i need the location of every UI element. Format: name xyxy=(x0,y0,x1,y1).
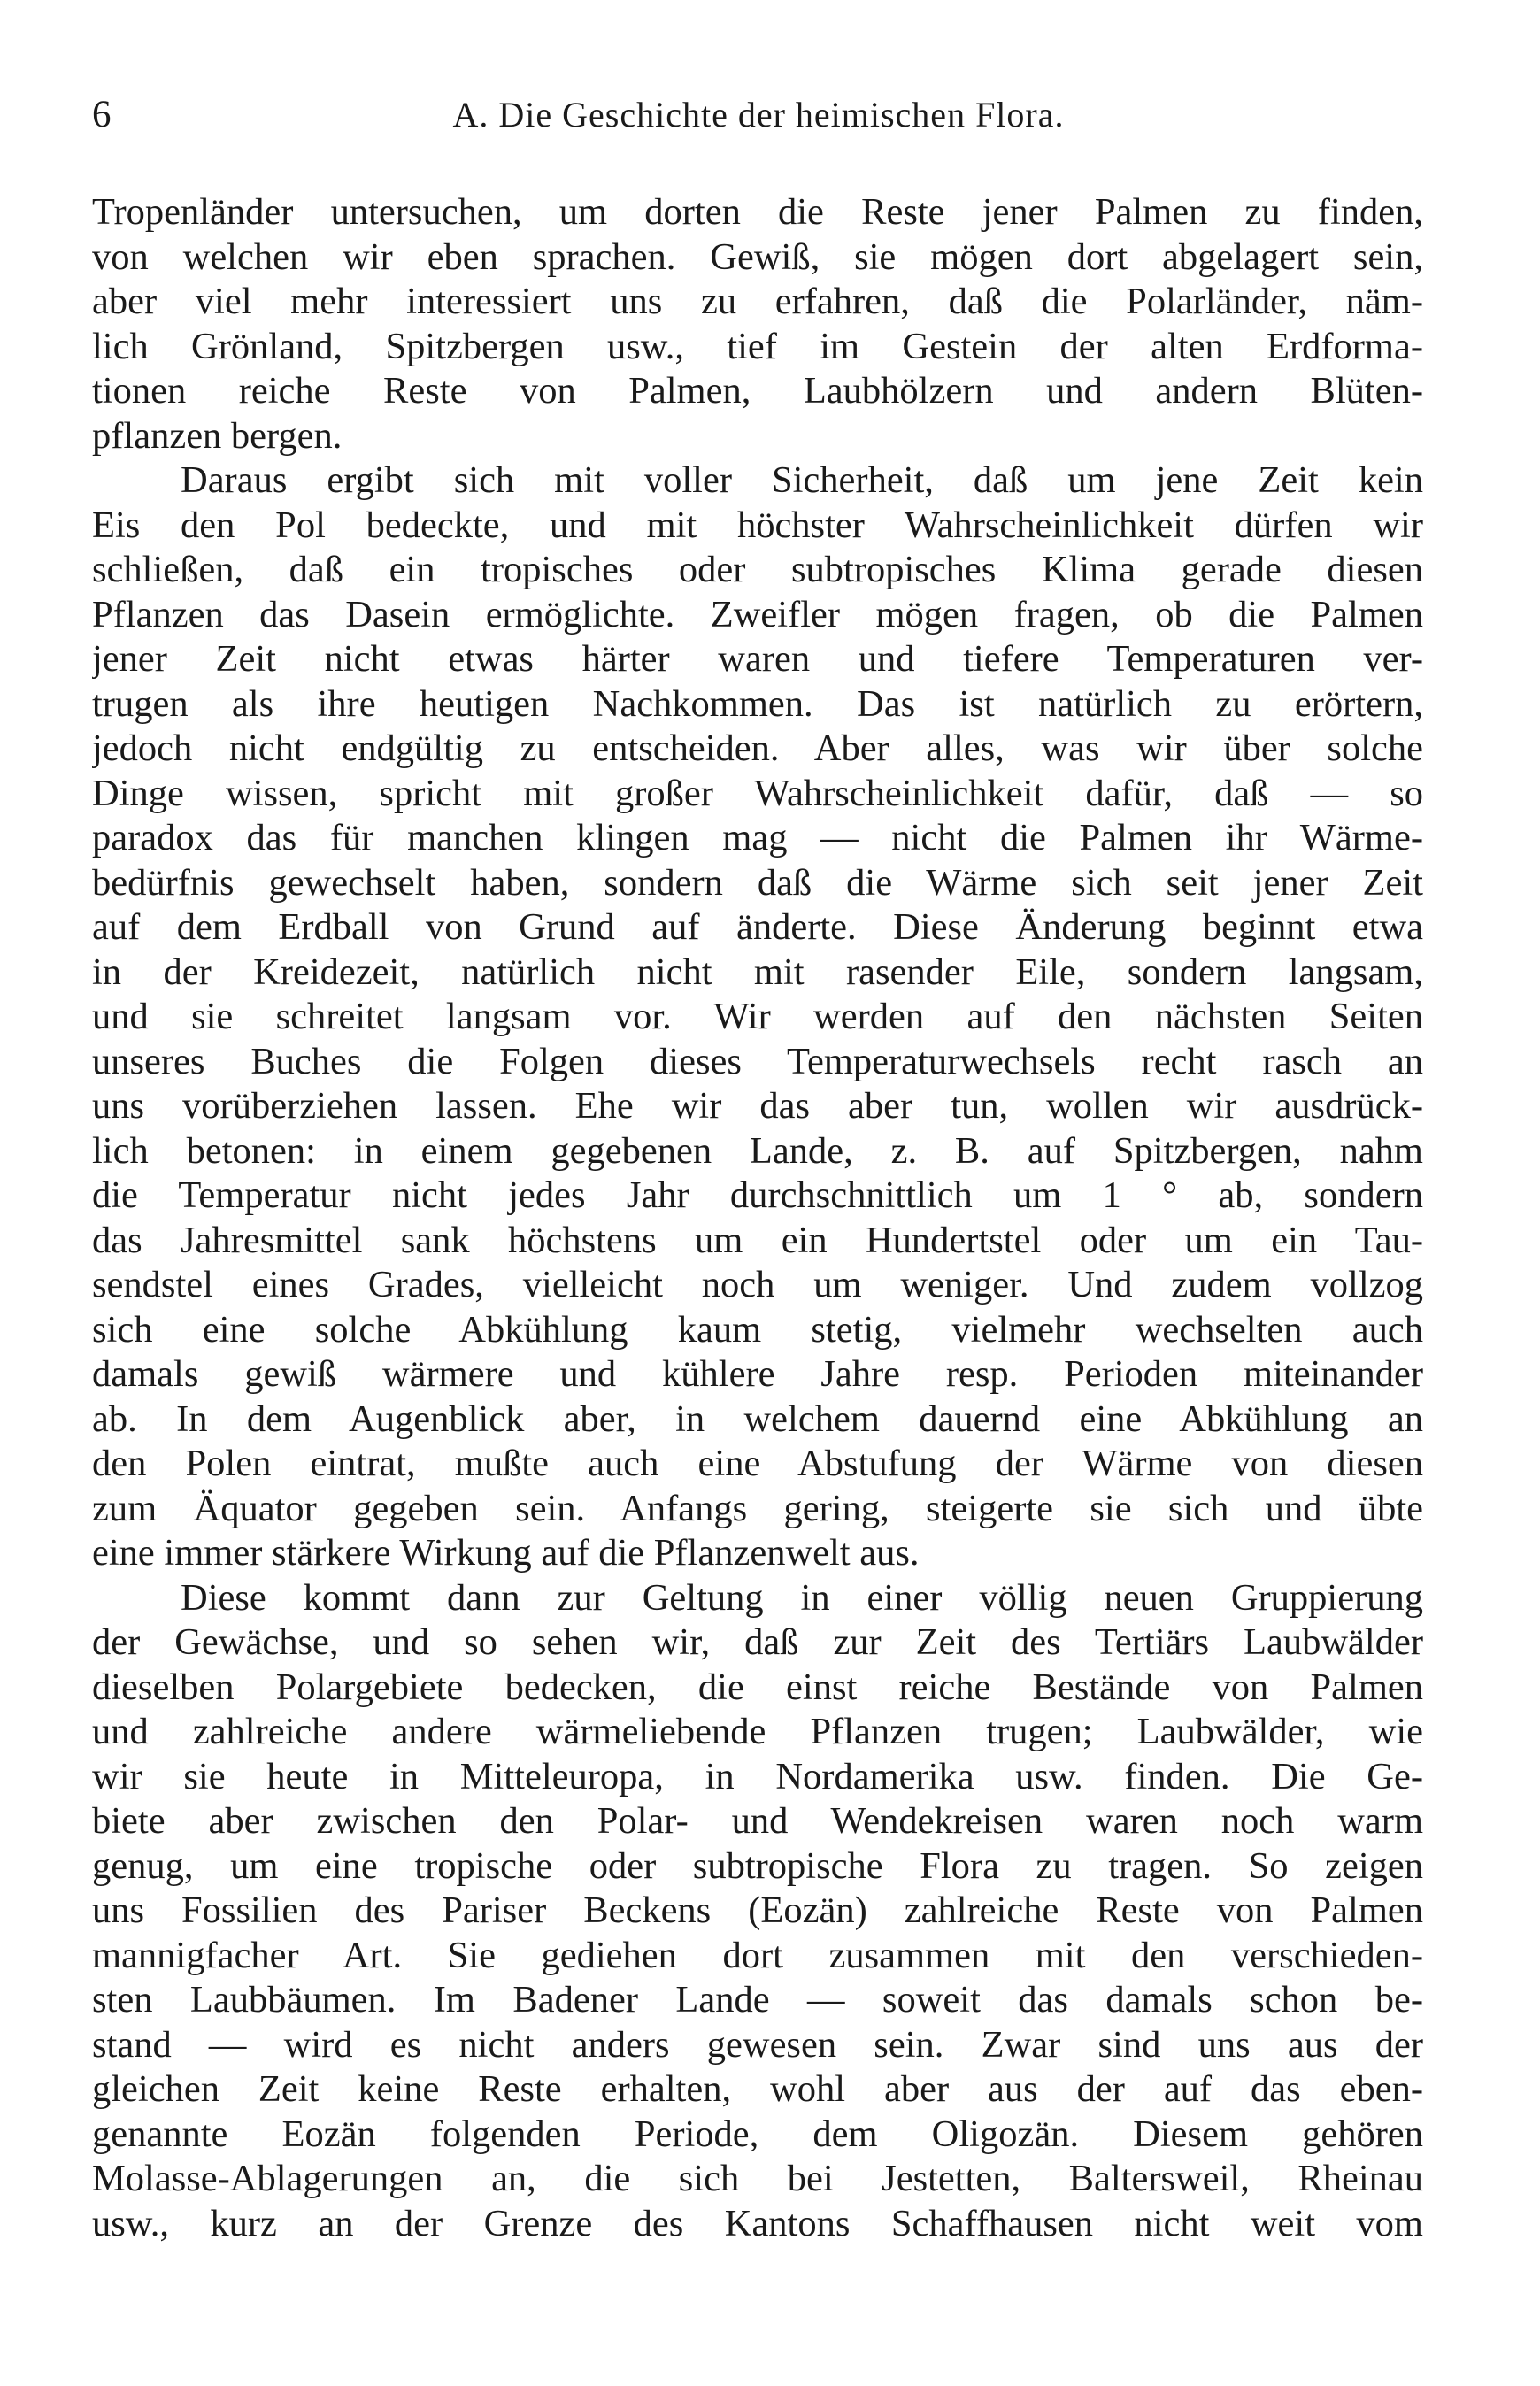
text-line: genannte Eozän folgenden Periode, dem Oligozän. Diesem gehören xyxy=(92,2113,1423,2155)
text-line: mannigfacher Art. Sie gediehen dort zusammen mit den verschieden- xyxy=(92,1934,1423,1976)
text-line: biete aber zwischen den Polar- und Wendekreisen waren noch warm xyxy=(92,1800,1423,1842)
text-line: die Temperatur nicht jedes Jahr durchschnittlich um 1 ° ab, sondern xyxy=(92,1174,1423,1216)
text-line: aber viel mehr interessiert uns zu erfahren, daß die Polarländer, näm- xyxy=(92,281,1423,322)
text-line: Pflanzen das Dasein ermöglichte. Zweifler mögen fragen, ob die Palmen xyxy=(92,593,1423,635)
text-line: stand — wird es nicht anders gewesen sein. Zwar sind uns aus der xyxy=(92,2023,1423,2066)
text-line: uns Fossilien des Pariser Beckens (Eozän) zahlreiche Reste von Palmen xyxy=(92,1890,1423,1931)
text-line: das Jahresmittel sank höchstens um ein Hundertstel oder um ein Tau- xyxy=(92,1219,1423,1261)
text-line: den Polen eintrat, mußte auch eine Abstufung der Wärme von diesen xyxy=(92,1443,1423,1484)
text-line: Tropenländer untersuchen, um dorten die Reste jener Palmen zu finden, xyxy=(92,191,1423,233)
text-line: damals gewiß wärmere und kühlere Jahre resp. Perioden miteinander xyxy=(92,1353,1423,1395)
text-line: lich betonen: in einem gegebenen Lande, z. B. auf Spitzbergen, nahm xyxy=(92,1129,1423,1172)
text-line: tionen reiche Reste von Palmen, Laubhölzern und andern Blüten- xyxy=(92,370,1423,412)
text-line: zum Äquator gegeben sein. Anfangs gering, steigerte sie sich und übte xyxy=(92,1487,1423,1529)
text-line: sich eine solche Abkühlung kaum stetig, vielmehr wechselten auch xyxy=(92,1308,1423,1351)
text-line: und sie schreitet langsam vor. Wir werden auf den nächsten Seiten xyxy=(92,996,1423,1037)
text-line: in der Kreidezeit, natürlich nicht mit rasender Eile, sondern langsam, xyxy=(92,951,1423,993)
text-line: und zahlreiche andere wärmeliebende Pflanzen trugen; Laubwälder, wie xyxy=(92,1711,1423,1752)
text-line: bedürfnis gewechselt haben, sondern daß die Wärme sich seit jener Zeit xyxy=(92,861,1423,904)
text-line: genug, um eine tropische oder subtropische Flora zu tragen. So zeigen xyxy=(92,1844,1423,1887)
text-line: wir sie heute in Mitteleuropa, in Nordamerika usw. finden. Die Ge- xyxy=(92,1755,1423,1797)
text-line: auf dem Erdball von Grund auf änderte. Diese Änderung beginnt etwa xyxy=(92,906,1423,948)
text-line: jener Zeit nicht etwas härter waren und tiefere Temperaturen ver- xyxy=(92,638,1423,680)
text-line: Diese kommt dann zur Geltung in einer völlig neuen Gruppierung xyxy=(181,1576,1423,1619)
text-line: von welchen wir eben sprachen. Gewiß, sie mögen dort abgelagert sein, xyxy=(92,235,1423,278)
page-header xyxy=(92,89,1425,142)
text-line: uns vorüberziehen lassen. Ehe wir das aber tun, wollen wir ausdrück- xyxy=(92,1085,1423,1127)
text-line: jedoch nicht endgültig zu entscheiden. Aber alles, was wir über solche xyxy=(92,727,1423,769)
text-line: Dinge wissen, spricht mit großer Wahrscheinlichkeit dafür, daß — so xyxy=(92,772,1423,814)
text-line: sendstel eines Grades, vielleicht noch um weniger. Und zudem vollzog xyxy=(92,1264,1423,1305)
text-line: trugen als ihre heutigen Nachkommen. Das ist natürlich zu erörtern, xyxy=(92,682,1423,725)
text-line: unseres Buches die Folgen dieses Temperaturwechsels recht rasch an xyxy=(92,1040,1423,1082)
text-line: dieselben Polargebiete bedecken, die einst reiche Bestände von Palmen xyxy=(92,1666,1423,1708)
text-line: Daraus ergibt sich mit voller Sicherheit, daß um jene Zeit kein xyxy=(181,459,1423,501)
body-text xyxy=(92,190,1423,2246)
page-number: 6 xyxy=(92,94,112,135)
text-line: der Gewächse, und so sehen wir, daß zur Zeit des Tertiärs Laubwälder xyxy=(92,1621,1423,1663)
text-line: usw., kurz an der Grenze des Kantons Schaffhausen nicht weit vom xyxy=(92,2202,1423,2244)
text-line: Eis den Pol bedeckte, und mit höchster Wahrscheinlichkeit dürfen wir xyxy=(92,504,1423,546)
text-line: paradox das für manchen klingen mag — nicht die Palmen ihr Wärme- xyxy=(92,817,1423,858)
text-line: Molasse-Ablagerungen an, die sich bei Jestetten, Baltersweil, Rheinau xyxy=(92,2158,1423,2199)
text-line: eine immer stärkere Wirkung auf die Pflanzenwelt aus. xyxy=(92,1532,920,1574)
text-line: gleichen Zeit keine Reste erhalten, wohl aber aus der auf das eben- xyxy=(92,2068,1423,2110)
text-line: pflanzen bergen. xyxy=(92,414,343,457)
text-line: ab. In dem Augenblick aber, in welchem dauernd eine Abkühlung an xyxy=(92,1397,1423,1440)
text-line: schließen, daß ein tropisches oder subtropisches Klima gerade diesen xyxy=(92,549,1423,590)
text-line: lich Grönland, Spitzbergen usw., tief im Gestein der alten Erdforma- xyxy=(92,325,1423,367)
running-title: A. Die Geschichte der heimischen Flora. xyxy=(452,95,1065,135)
text-line: sten Laubbäumen. Im Badener Lande — soweit das damals schon be- xyxy=(92,1979,1423,2020)
